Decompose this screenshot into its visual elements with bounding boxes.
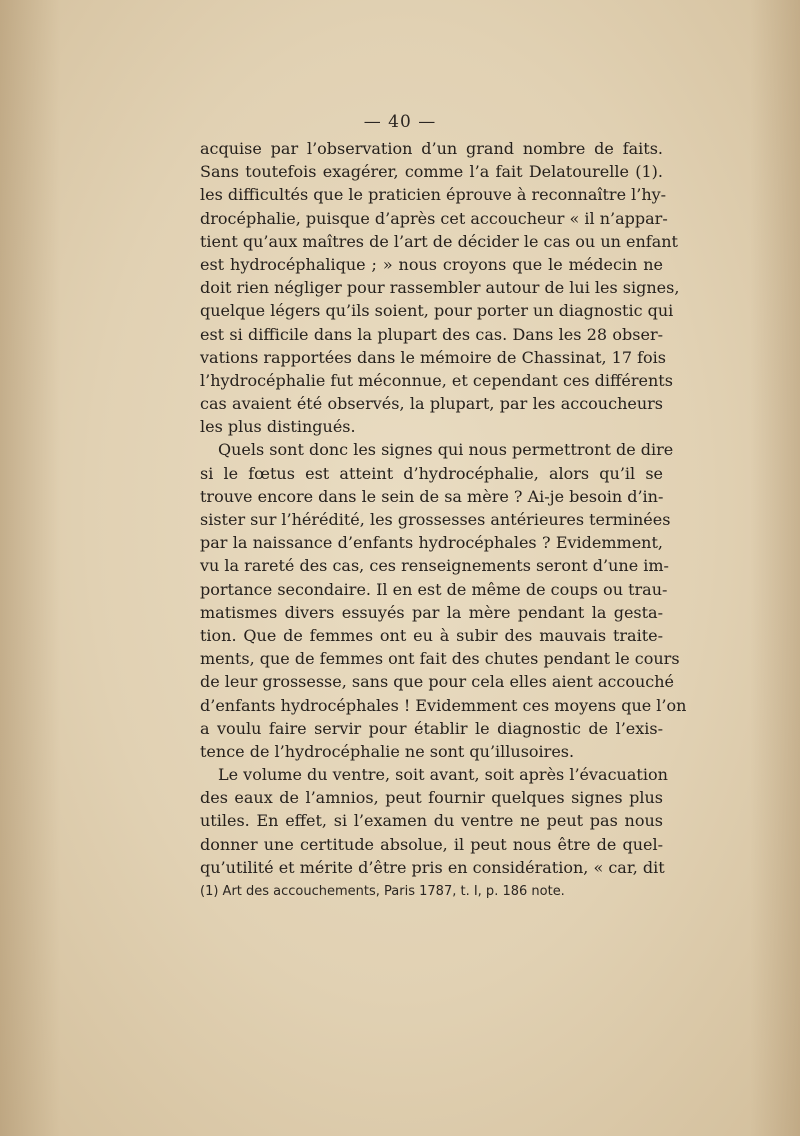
text-line: a voulu faire servir pour établir le diagnostic de l’exis- bbox=[200, 718, 663, 738]
text-line: vu la rareté des cas, ces renseignements seront d’une im- bbox=[200, 556, 669, 576]
text-line: quelque légers qu’ils soient, pour porter un diagnostic qui bbox=[200, 301, 674, 321]
footnote: (1) Art des accouchements, Paris 1787, t. I, p. 186 note. bbox=[200, 884, 565, 899]
text-line: Sans toutefois exagérer, comme l’a fait Delatourelle (1). bbox=[200, 162, 663, 182]
text-line: des eaux de l’amnios, peut fournir quelques signes plus bbox=[200, 788, 663, 808]
text-line: portance secondaire. Il en est de même de coups ou trau- bbox=[200, 579, 668, 599]
text-line: vations rapportées dans le mémoire de Chassinat, 17 fois bbox=[200, 347, 666, 367]
body-text bbox=[200, 137, 687, 879]
text-line: tient qu’aux maîtres de l’art de décider le cas ou un enfant bbox=[200, 231, 678, 251]
paragraph-start-line: Le volume du ventre, soit avant, soit après l’évacuation bbox=[218, 765, 668, 785]
text-line: d’enfants hydrocéphales ! Evidemment ces moyens que l’on bbox=[200, 695, 687, 715]
text-line: cas avaient été observés, la plupart, par les accoucheurs bbox=[200, 394, 663, 414]
page-edge-shadow-right bbox=[750, 0, 800, 1136]
text-line: si le fœtus est atteint d’hydrocéphalie, alors qu’il se bbox=[200, 463, 663, 483]
page-number: — 40 — bbox=[363, 112, 437, 132]
text-line: est hydrocéphalique ; » nous croyons que le médecin ne bbox=[200, 254, 663, 274]
text-line: qu’utilité et mérite d’être pris en considération, « car, dit bbox=[200, 857, 665, 877]
text-line: utiles. En effet, si l’examen du ventre ne peut pas nous bbox=[200, 811, 663, 831]
text-line: l’hydrocéphalie fut méconnue, et cependant ces différents bbox=[200, 370, 673, 390]
text-line: acquise par l’observation d’un grand nombre de faits. bbox=[200, 139, 663, 158]
text-line: tion. Que de femmes ont eu à subir des mauvais traite- bbox=[200, 625, 663, 645]
text-line: les difficultés que le praticien éprouve à reconnaître l’hy- bbox=[200, 185, 667, 205]
paragraph-start-line: Quels sont donc les signes qui nous permettront de dire bbox=[218, 440, 674, 460]
text-line: par la naissance d’enfants hydrocéphales ? Evidemment, bbox=[200, 533, 663, 553]
text-line: matismes divers essuyés par la mère pendant la gesta- bbox=[200, 602, 663, 622]
text-line: est si difficile dans la plupart des cas. Dans les 28 obser- bbox=[200, 324, 663, 344]
paragraph-end-line: tence de l’hydrocéphalie ne sont qu’illusoires. bbox=[200, 741, 575, 761]
page-edge-shadow-left bbox=[0, 0, 60, 1136]
text-line: trouve encore dans le sein de sa mère ? Ai-je besoin d’in- bbox=[200, 486, 664, 506]
text-line: doit rien négliger pour rassembler autour de lui les signes, bbox=[200, 278, 680, 298]
paragraph-end-line: les plus distingués. bbox=[200, 417, 356, 437]
text-line: de leur grossesse, sans que pour cela elles aient accouché bbox=[200, 672, 674, 692]
text-line: ments, que de femmes ont fait des chutes pendant le cours bbox=[200, 649, 680, 669]
text-line: drocéphalie, puisque d’après cet accoucheur « il n’appar- bbox=[200, 208, 668, 228]
text-line: donner une certitude absolue, il peut nous être de quel- bbox=[200, 834, 663, 854]
text-line: sister sur l’hérédité, les grossesses antérieures terminées bbox=[200, 510, 671, 529]
